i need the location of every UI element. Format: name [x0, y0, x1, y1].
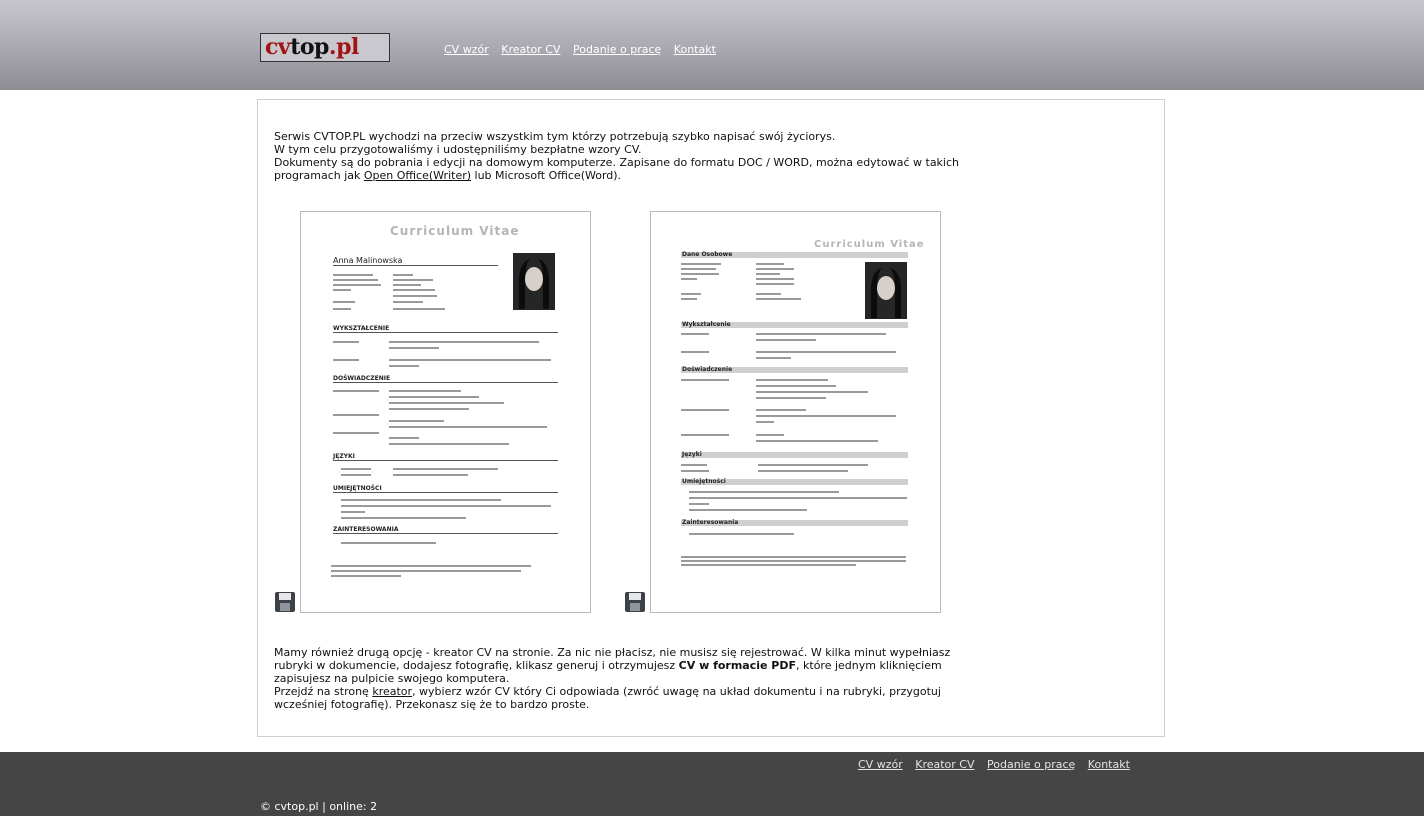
text-line: [393, 308, 445, 310]
kreator-text-4: , wybierz wzór CV który Ci odpowiada (zwróć uwagę na układ dokumentu i na rubryki, przygotuj wcześniej fotografię). Przekonasz się że to bardzo proste.: [274, 685, 941, 711]
text-line: [689, 497, 907, 499]
cv-template-2-section-5: Umiejętności: [682, 478, 726, 485]
text-line: [389, 359, 551, 361]
divider: [333, 460, 558, 461]
text-line: [756, 283, 794, 285]
text-line: [681, 293, 701, 295]
cv-template-2-section-2: Wykształcenie: [682, 321, 731, 328]
text-line: [756, 357, 791, 359]
text-line: [756, 268, 794, 270]
footer-link-kreator-cv[interactable]: Kreator CV: [915, 758, 975, 771]
text-line: [681, 379, 729, 381]
cv-template-2-section-4: Języki: [682, 451, 702, 458]
text-line: [681, 268, 716, 270]
text-line: [389, 390, 461, 392]
divider: [333, 492, 558, 493]
divider: [333, 533, 558, 534]
kreator-text-1: Mamy również drugą opcję - kreator CV na stronie. Za nic nie płacisz, nie musisz się rejestrować. W kilka minut wypełniasz rubryki w dokumencie, dodajesz fotografię, klikasz generuj i otrzymujesz: [274, 646, 951, 672]
site-header: [0, 0, 1424, 90]
cv-template-2-section-6: Zainteresowania: [682, 519, 739, 526]
text-line: [681, 333, 709, 335]
text-line: [689, 509, 807, 511]
cv-template-1-section-2: DOŚWIADCZENIE: [333, 375, 391, 382]
logo-part-pl: .pl: [328, 34, 359, 60]
text-line: [331, 565, 531, 567]
text-line: [756, 440, 878, 442]
site-logo[interactable]: [260, 33, 390, 62]
cv-template-1-section-5: ZAINTERESOWANIA: [333, 526, 399, 533]
text-line: [756, 415, 896, 417]
main-content: [257, 99, 1165, 737]
text-line: [756, 273, 780, 275]
intro-line-3-end: lub Microsoft Office(Word).: [474, 169, 622, 182]
cv-template-1-section-3: JĘZYKI: [333, 453, 355, 460]
text-line: [681, 434, 729, 436]
top-navigation: [444, 43, 725, 56]
text-line: [389, 347, 439, 349]
text-line: [756, 397, 826, 399]
open-office-link[interactable]: Open Office(Writer): [363, 169, 472, 182]
nav-link-cv-wzor[interactable]: CV wzór: [444, 43, 489, 56]
cv-template-1-thumbnail[interactable]: [300, 211, 591, 613]
cv-template-2-section-1: Dane Osobowe: [682, 251, 733, 258]
text-line: [331, 570, 521, 572]
text-line: [389, 341, 539, 343]
nav-link-kreator-cv[interactable]: Kreator CV: [501, 43, 561, 56]
logo-part-top: top: [290, 34, 329, 60]
text-line: [756, 379, 828, 381]
text-line: [331, 575, 401, 577]
cv-template-2-title: Curriculum Vitae: [814, 239, 925, 250]
section-bar: [681, 452, 908, 458]
text-line: [756, 409, 806, 411]
text-line: [389, 408, 469, 410]
divider: [333, 332, 558, 333]
cv-template-1-title: Curriculum Vitae: [390, 224, 520, 238]
divider: [333, 265, 498, 266]
text-line: [689, 503, 709, 505]
footer-link-kontakt[interactable]: Kontakt: [1087, 758, 1130, 771]
text-line: [333, 308, 351, 310]
text-line: [756, 278, 794, 280]
text-line: [333, 414, 379, 416]
text-line: [393, 279, 433, 281]
cv-template-2-section-3: Doświadczenie: [682, 366, 733, 373]
text-line: [341, 474, 371, 476]
text-line: [756, 391, 868, 393]
kreator-paragraph-1: [274, 646, 984, 685]
text-line: [333, 301, 355, 303]
text-line: [681, 278, 697, 280]
nav-link-kontakt[interactable]: Kontakt: [673, 43, 716, 56]
text-line: [389, 420, 444, 422]
footer-navigation: [858, 758, 1139, 771]
intro-line-1: Serwis CVTOP.PL wychodzi na przeciw wszystkim tym którzy potrzebują szybko napisać swój życiorys.: [274, 130, 836, 143]
cv-template-2-photo: [865, 262, 907, 319]
nav-link-podanie[interactable]: Podanie o pracę: [573, 43, 662, 56]
text-line: [333, 390, 379, 392]
divider: [333, 382, 558, 383]
text-line: [341, 505, 551, 507]
text-line: [756, 293, 781, 295]
kreator-description: [274, 646, 984, 711]
text-line: [756, 421, 774, 423]
kreator-link[interactable]: kreator: [372, 685, 413, 698]
text-line: [756, 339, 816, 341]
footer-link-cv-wzor[interactable]: CV wzór: [858, 758, 903, 771]
text-line: [681, 263, 721, 265]
text-line: [681, 556, 906, 558]
text-line: [681, 564, 856, 566]
kreator-text-3: Przejdź na stronę: [274, 685, 369, 698]
text-line: [333, 274, 373, 276]
text-line: [389, 365, 419, 367]
text-line: [756, 263, 784, 265]
text-line: [681, 298, 697, 300]
text-line: [756, 385, 836, 387]
text-line: [681, 351, 709, 353]
text-line: [756, 333, 886, 335]
pdf-highlight: CV w formacie PDF: [678, 659, 797, 672]
text-line: [681, 560, 906, 562]
cv-template-1-name: Anna Malinowska: [333, 256, 403, 265]
footer-link-podanie[interactable]: Podanie o pracę: [987, 758, 1076, 771]
text-line: [389, 443, 509, 445]
text-line: [333, 289, 351, 291]
site-footer: [0, 752, 1424, 816]
kreator-text-2: , które jednym kliknięciem zapisujesz na pulpicie swojego komputera.: [274, 659, 942, 685]
cv-template-1-photo: [513, 253, 555, 310]
text-line: [333, 284, 381, 286]
text-line: [758, 464, 868, 466]
text-line: [389, 396, 479, 398]
text-line: [689, 491, 839, 493]
text-line: [681, 409, 729, 411]
text-line: [681, 464, 707, 466]
text-line: [758, 470, 848, 472]
text-line: [393, 301, 423, 303]
text-line: [689, 533, 794, 535]
text-line: [341, 517, 466, 519]
text-line: [333, 279, 378, 281]
text-line: [333, 432, 379, 434]
text-line: [333, 359, 359, 361]
text-line: [341, 468, 371, 470]
text-line: [393, 468, 498, 470]
text-line: [333, 341, 359, 343]
text-line: [681, 273, 719, 275]
text-line: [393, 274, 413, 276]
text-line: [393, 284, 421, 286]
cv-template-1-section-1: WYKSZTAŁCENIE: [333, 325, 390, 332]
text-line: [393, 289, 435, 291]
logo-part-cv: cv: [265, 34, 291, 60]
intro-line-2: W tym celu przygotowaliśmy i udostępniliśmy bezpłatne wzory CV.: [274, 143, 642, 156]
intro-line-3: [274, 156, 974, 182]
intro-line-3-text: Dokumenty są do pobrania i edycji na domowym komputerze. Zapisane do formatu DOC / WORD, można edytować w takich programach jak: [274, 156, 960, 182]
text-line: [393, 295, 437, 297]
text-line: [756, 434, 784, 436]
text-line: [341, 511, 365, 513]
kreator-paragraph-2: [274, 685, 984, 711]
download-floppy-icon[interactable]: [275, 592, 295, 612]
text-line: [389, 402, 504, 404]
text-line: [756, 298, 801, 300]
text-line: [341, 542, 436, 544]
cv-template-1-section-4: UMIEJĘTNOŚCI: [333, 485, 382, 492]
text-line: [681, 470, 709, 472]
text-line: [341, 499, 501, 501]
text-line: [393, 474, 468, 476]
download-floppy-icon[interactable]: [625, 592, 645, 612]
text-line: [756, 351, 896, 353]
text-line: [389, 426, 547, 428]
intro-text: [274, 130, 974, 182]
copyright-text: © cvtop.pl | online: 2: [260, 800, 378, 813]
cv-template-2-thumbnail[interactable]: [650, 211, 941, 613]
text-line: [389, 437, 419, 439]
